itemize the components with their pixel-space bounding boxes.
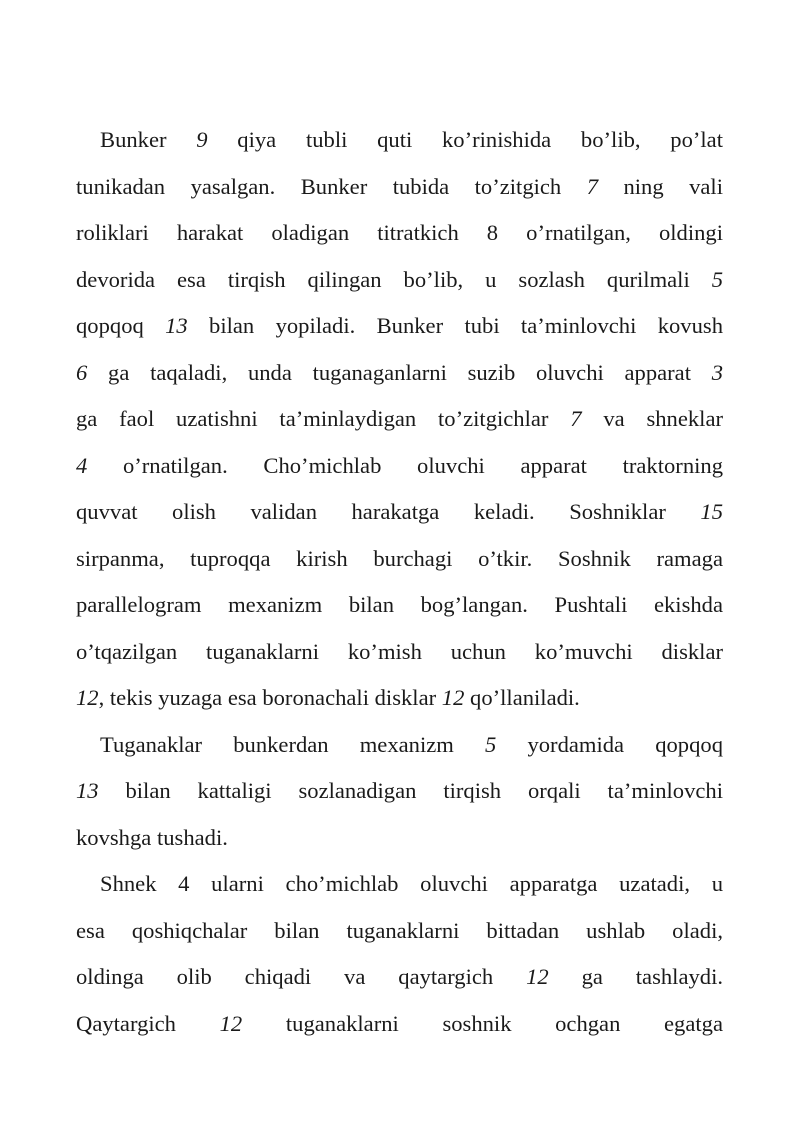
- text-line: [76, 396, 723, 443]
- text-run: bilan yopiladi. Bunker tubi ta’minlovchi kovush: [187, 313, 723, 338]
- text-run: Bunker: [100, 127, 197, 152]
- text-line: [76, 536, 723, 583]
- text-line: [76, 164, 723, 211]
- reference-number: 6: [76, 359, 88, 385]
- reference-number: 13: [165, 313, 188, 338]
- text-run: qo’llaniladi.: [464, 685, 580, 710]
- reference-number: 12: [441, 685, 465, 710]
- text-run: bilan kattaligi sozlanadigan tirqish orqali ta’minlovchi: [98, 778, 723, 803]
- reference-number: 12: [526, 964, 549, 989]
- reference-number: 15: [700, 499, 723, 524]
- reference-number: 5: [711, 266, 723, 292]
- text-line: [76, 629, 723, 676]
- text-run: kovshga tushadi.: [76, 824, 228, 850]
- reference-number: 4: [76, 452, 88, 478]
- text-run: ga faol uzatishni ta’minlaydigan to’zitgichlar: [76, 406, 571, 431]
- text-run: quvvat olish validan harakatga keladi. Soshniklar: [76, 499, 701, 524]
- text-run: oldinga olib chiqadi va qaytargich: [76, 964, 527, 989]
- text-line: [76, 443, 723, 490]
- text-line: [76, 303, 723, 350]
- text-line: [76, 768, 723, 815]
- text-run: o’rnatilgan. Cho’michlab oluvchi apparat traktorning: [87, 452, 723, 478]
- document-body: [76, 117, 723, 1047]
- text-line: [76, 582, 723, 629]
- text-run: Shnek 4 ularni cho’michlab oluvchi apparatga uzatadi, u: [100, 871, 723, 896]
- paragraph: [76, 861, 723, 1047]
- reference-number: 3: [711, 359, 723, 385]
- text-run: o’tqazilgan tuganaklarni ko’mish uchun ko’muvchi disklar: [76, 638, 723, 664]
- text-run: qopqoq: [76, 313, 166, 338]
- text-run: roliklari harakat oladigan titratkich 8 o’rnatilgan, oldingi: [76, 220, 723, 245]
- text-run: qiya tubli quti ko’rinishida bo’lib, po’lat: [207, 127, 723, 152]
- text-run: Tuganaklar bunkerdan mexanizm: [100, 731, 485, 757]
- text-line: [76, 210, 723, 257]
- reference-number: 9: [196, 127, 208, 152]
- text-run: Qaytargich: [76, 1010, 220, 1036]
- text-line: [76, 861, 723, 908]
- paragraph: [76, 722, 723, 862]
- text-line: [76, 117, 723, 164]
- reference-number: 7: [570, 406, 582, 431]
- paragraph: [76, 117, 723, 722]
- text-line: [76, 722, 723, 769]
- text-line: [76, 350, 723, 397]
- text-run: ning vali: [598, 173, 723, 199]
- text-run: esa qoshiqchalar bilan tuganaklarni bittadan ushlab oladi,: [76, 917, 723, 943]
- text-run: ga taqaladi, unda tuganaganlarni suzib oluvchi apparat: [87, 359, 712, 385]
- text-run: tunikadan yasalgan. Bunker tubida to’zitgich: [76, 173, 587, 199]
- text-run: , tekis yuzaga esa boronachali disklar: [98, 685, 442, 710]
- text-run: yordamida qopqoq: [496, 731, 723, 757]
- reference-number: 5: [485, 731, 497, 757]
- text-line: [76, 257, 723, 304]
- text-run: va shneklar: [581, 406, 724, 431]
- text-run: devorida esa tirqish qilingan bo’lib, u sozlash qurilmali: [76, 266, 712, 292]
- text-line: [76, 675, 723, 722]
- text-run: parallelogram mexanizm bilan bog’langan. Pushtali ekishda: [76, 592, 723, 617]
- text-line: [76, 1001, 723, 1048]
- text-line: [76, 908, 723, 955]
- reference-number: 12: [219, 1010, 243, 1036]
- reference-number: 13: [76, 778, 99, 803]
- text-line: [76, 815, 723, 862]
- text-line: [76, 954, 723, 1001]
- text-run: ga tashlaydi.: [548, 964, 723, 989]
- text-run: sirpanma, tuproqqa kirish burchagi o’tkir. Soshnik ramaga: [76, 545, 723, 571]
- reference-number: 7: [586, 173, 598, 199]
- text-run: tuganaklarni soshnik ochgan egatga: [242, 1010, 723, 1036]
- text-line: [76, 489, 723, 536]
- reference-number: 12: [76, 685, 99, 710]
